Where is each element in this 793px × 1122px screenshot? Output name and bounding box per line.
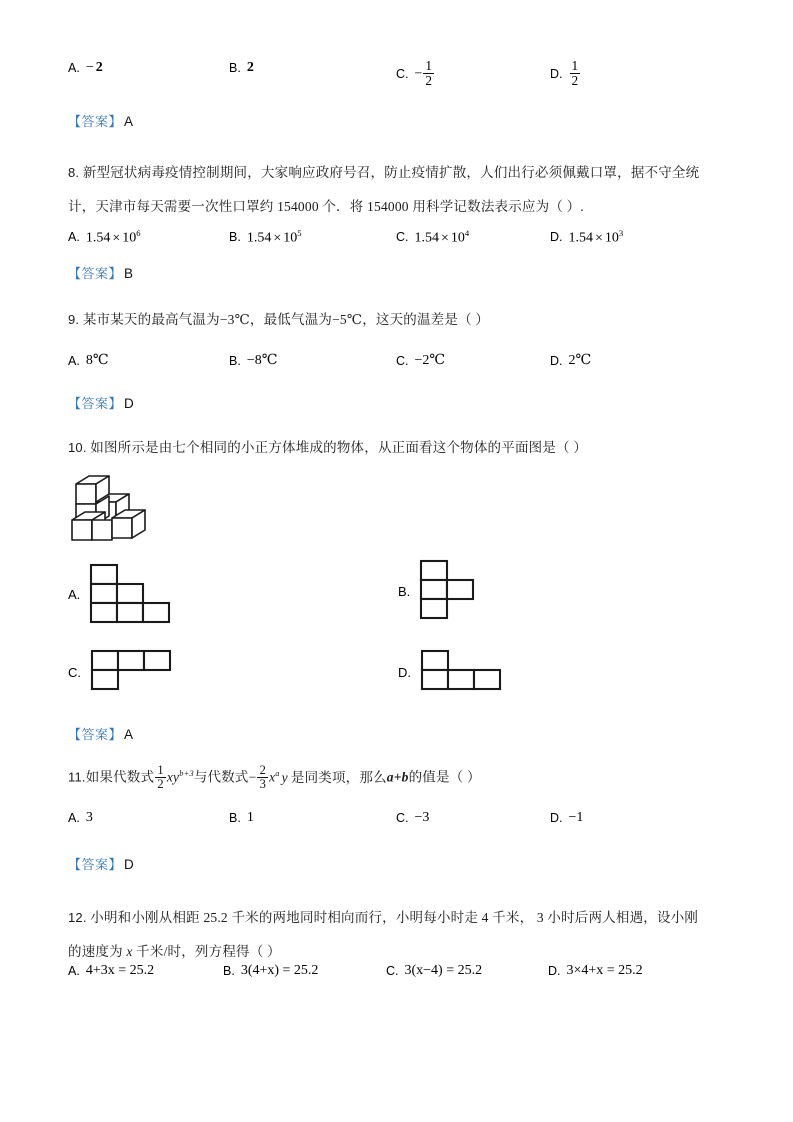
option-b[interactable] [229,352,277,369]
option-b[interactable] [229,228,302,247]
q8-number: 8. [68,165,80,180]
option-a-grid-shape [88,562,172,626]
q12-speed-value: 4 [481,910,489,925]
q8-text-2a: 计，天津市每天需要一次性口罩约 [68,199,274,214]
option-a-label: A. [68,353,80,368]
q7-answer-line [68,113,728,131]
answer-letter: B [124,266,134,281]
option-d-label: D. [548,964,561,978]
option-a-label: A. [68,964,80,978]
option-a[interactable] [68,810,93,826]
q10-option-c[interactable] [68,648,179,696]
option-c[interactable] [396,810,429,826]
option-c-label: C. [396,353,409,368]
option-c-label: C. [396,67,409,82]
option-b[interactable] [229,60,254,76]
q11-text-c: 是同类项，那么 [290,769,387,785]
answer-tag: 【答案】 [68,857,123,872]
grid-cell [448,670,474,689]
q9-temp-high: −3℃ [219,312,250,327]
q12-stem-line2 [68,942,728,962]
option-d-label: D. [550,230,563,245]
option-c-label: C. [396,811,409,825]
option-a[interactable] [68,352,108,369]
option-b-value: 1 [246,810,254,825]
option-c[interactable] [396,228,469,247]
grid-cell [92,670,118,689]
option-d[interactable] [550,810,583,826]
grid-cell [421,561,447,580]
q11-minus-sign: − [248,769,257,785]
answer-letter: D [124,396,134,411]
answer-tag: 【答案】 [68,727,123,742]
q8-number-154000-second: 154000 [367,199,409,214]
q8-answer-line [68,265,728,283]
option-d-label: D. [550,67,563,82]
q12-stem-line1 [68,908,728,928]
option-d[interactable] [550,60,581,88]
q11-expr2-exponent: a [275,769,280,779]
q7-options-row [68,60,738,90]
q10-number: 10. [68,440,87,455]
q10-text: 如图所示是由七个相同的小正方体堆成的物体，从正面看这个物体的平面图是（ ） [90,440,588,455]
seven-cube-solid-figure [64,462,164,559]
grid-cell [144,651,170,670]
q11-number: 11. [68,769,86,785]
option-b-label: B. [229,353,241,368]
grid-cell [447,580,473,599]
fraction-one-half: $\frac{1}{2}$ [157,763,164,792]
q8-options-row [68,228,738,258]
q9-answer-line [68,395,728,413]
option-c-label: C. [68,664,81,680]
grid-cell [117,603,143,622]
option-d-label: D. [398,664,411,680]
option-c-value: $1.54 \times 10^4$ [414,228,470,246]
q8-text-2b: 个．将 [322,199,364,214]
grid-cell [421,580,447,599]
q9-stem [68,310,728,330]
option-d-value: 2℃ [568,353,592,368]
option-a-label: A. [68,811,80,825]
cube-front-face [112,518,132,538]
fraction-half: $\frac{1}{2}$ [425,58,433,88]
grid-cell [91,565,117,584]
option-a-label: A. [68,586,81,602]
q8-text-line1: 新型冠状病毒疫情控制期间，大家响应政府号召，防止疫情扩散，人们出行必须佩戴口罩，据不守全统 [82,165,700,180]
q12-hours-value: 3 [536,910,544,925]
q12-number: 12. [68,910,87,925]
fraction-two-thirds: $\frac{2}{3}$ [259,763,267,792]
option-d-value: −1 [568,810,584,825]
answer-tag: 【答案】 [68,396,123,411]
option-a-label: A. [68,61,80,75]
option-d-value: $1.54 \times 10^3$ [568,228,624,246]
grid-cell [118,651,144,670]
q9-temp-low: −5℃ [332,312,363,327]
q9-options-row [68,352,738,382]
option-a-value: 4+3x = 25.2 [85,963,155,978]
option-d-grid-shape [419,648,509,696]
option-a-value: 8℃ [85,353,109,368]
answer-letter: D [124,857,134,872]
q11-text-a: 如果代数式 [85,769,155,785]
q8-stem-line1 [68,163,728,183]
option-c[interactable] [396,352,445,369]
option-d[interactable] [548,963,643,979]
cube-front-face [72,520,92,540]
q11-stem [68,765,728,792]
grid-cell [421,599,447,618]
option-c-grid-shape [89,648,179,696]
option-a-label: A. [68,230,80,245]
q10-stem [68,438,728,458]
q12-options-row [68,963,738,993]
q10-answer-line [68,726,728,744]
option-d-value: 3×4+x = 25.2 [566,963,643,978]
option-a[interactable] [68,963,154,979]
q12-text-1d: 小时后两人相遇，设小刚 [547,910,699,925]
cube-front-face [92,520,112,540]
q11-expr1-base: xy [166,769,180,785]
q11-expr1-exponent: b+3 [179,769,194,779]
option-c-value: −3 [414,810,430,825]
q8-text-2c: 用科学记数法表示应为（ ）. [412,199,584,214]
q11-options-row [68,810,738,840]
option-c-label: C. [396,230,409,245]
option-a-value: $1.54 \times 10^6$ [85,228,141,246]
q10-option-b[interactable] [398,558,502,624]
cube-front-face [76,484,96,504]
grid-cell [474,670,500,689]
option-c[interactable] [386,963,482,979]
q9-text-c: ，这天的温差是（ ） [362,312,490,327]
option-b[interactable] [223,963,318,979]
option-a-value: 3 [85,810,93,825]
option-c[interactable] [396,60,435,88]
answer-letter: A [124,114,134,129]
option-c-value: 3(x−4) = 25.2 [404,963,483,978]
grid-cell [143,603,169,622]
option-d-label: D. [550,353,563,368]
q12-text-1a: 小明和小刚从相距 [90,910,200,925]
option-c-value: − $\frac{1}{2}$ [414,58,433,88]
grid-cell [422,651,448,670]
answer-tag: 【答案】 [68,266,123,281]
option-d-label: D. [550,811,563,825]
option-b-label: B. [229,230,241,245]
q9-text-a: 某市某天的最高气温为 [82,312,220,327]
q12-text-2a: 的速度为 [68,944,123,959]
grid-cell [117,584,143,603]
grid-cell [91,584,117,603]
q12-text-1b: 千米的两地同时相向而行，小明每小时走 [231,910,479,925]
option-c-value: −2℃ [414,353,446,368]
q12-variable-x: x [126,944,133,959]
q9-number: 9. [68,312,80,327]
option-b-value: −8℃ [246,353,278,368]
option-b-label: B. [398,583,411,599]
q11-expr2-tail: y [281,769,288,785]
q10-option-a[interactable] [68,562,172,626]
option-b-value: 2 [246,60,254,75]
grid-cell [91,603,117,622]
option-a[interactable] [68,60,103,76]
q11-expression-a-plus-b: a+b [386,769,409,785]
option-b-label: B. [229,61,241,75]
option-a[interactable] [68,228,141,247]
q9-text-b: ，最低气温为 [249,312,333,327]
option-b-value: $1.54 \times 10^5$ [246,228,302,246]
option-d[interactable] [550,352,591,369]
option-a-value: − 2 [85,60,103,75]
option-d-value [569,60,582,88]
option-b-label: B. [223,964,235,978]
fraction-half: $\frac{1}{2}$ [571,58,579,88]
q8-stem-line2 [68,197,728,217]
q10-option-d[interactable] [398,648,509,696]
option-b-value: 3(4+x) = 25.2 [240,963,319,978]
seven-cube-solid-svg [64,462,164,554]
q11-text-d: 的值是（ ） [408,769,481,785]
grid-cell [422,670,448,689]
option-b-label: B. [229,811,241,825]
q12-text-1c: 千米， [492,910,534,925]
option-b[interactable] [229,810,254,826]
q8-number-154000-first: 154000 [277,199,319,214]
option-c-label: C. [386,964,399,978]
answer-tag: 【答案】 [68,114,123,129]
q12-distance-value: 25.2 [203,910,228,925]
grid-cell [92,651,118,670]
option-b-grid-shape [418,558,502,624]
q11-answer-line [68,856,728,874]
q12-text-2b: 千米/时，列方程得（ ） [136,944,281,959]
option-d[interactable] [550,228,623,247]
answer-letter: A [124,727,134,742]
q11-expr2-base: x [269,769,276,785]
q11-text-b: 与代数式 [193,769,249,785]
